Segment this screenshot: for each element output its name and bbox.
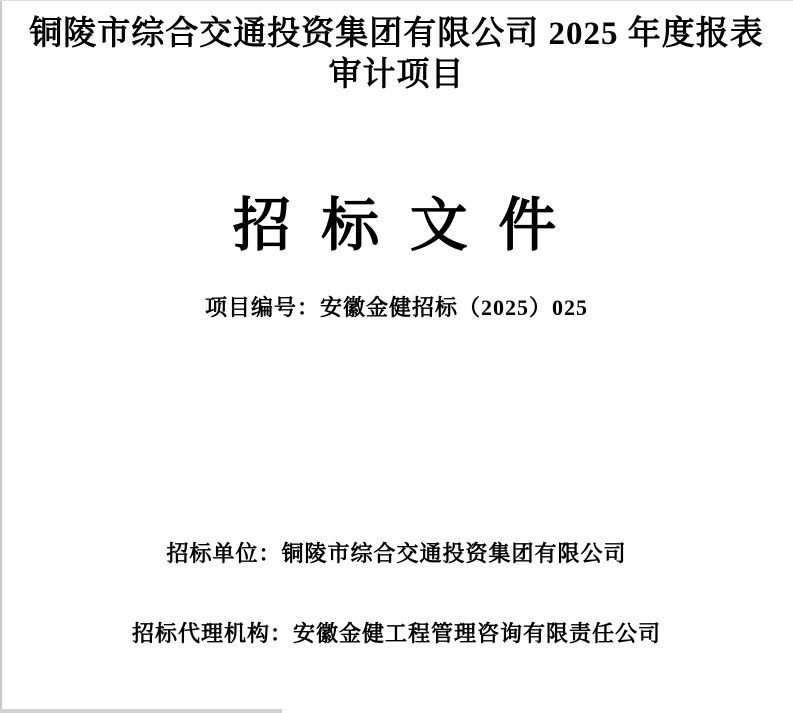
project-number-value: 安徽金健招标（2025）025 <box>320 295 589 320</box>
tendering-unit-value: 铜陵市综合交通投资集团有限公司 <box>281 541 627 566</box>
main-title-bid-document: 招 标 文 件 <box>232 193 561 258</box>
project-title <box>0 14 793 96</box>
tendering-unit-line <box>0 537 793 568</box>
tendering-unit-label: 招标单位： <box>166 541 282 566</box>
page-left-edge <box>0 0 2 713</box>
page-bottom-edge <box>0 709 282 713</box>
project-number-label: 项目编号： <box>204 295 320 320</box>
project-number-line <box>0 291 793 322</box>
project-title-line1: 铜陵市综合交通投资集团有限公司 2025 年度报表 <box>29 16 764 52</box>
tendering-agency-value: 安徽金健工程管理咨询有限责任公司 <box>293 621 662 646</box>
tendering-agency-label: 招标代理机构： <box>131 621 293 646</box>
tendering-agency-line <box>0 617 793 648</box>
project-title-line2: 审计项目 <box>328 57 465 93</box>
page-top-edge <box>0 0 793 1</box>
